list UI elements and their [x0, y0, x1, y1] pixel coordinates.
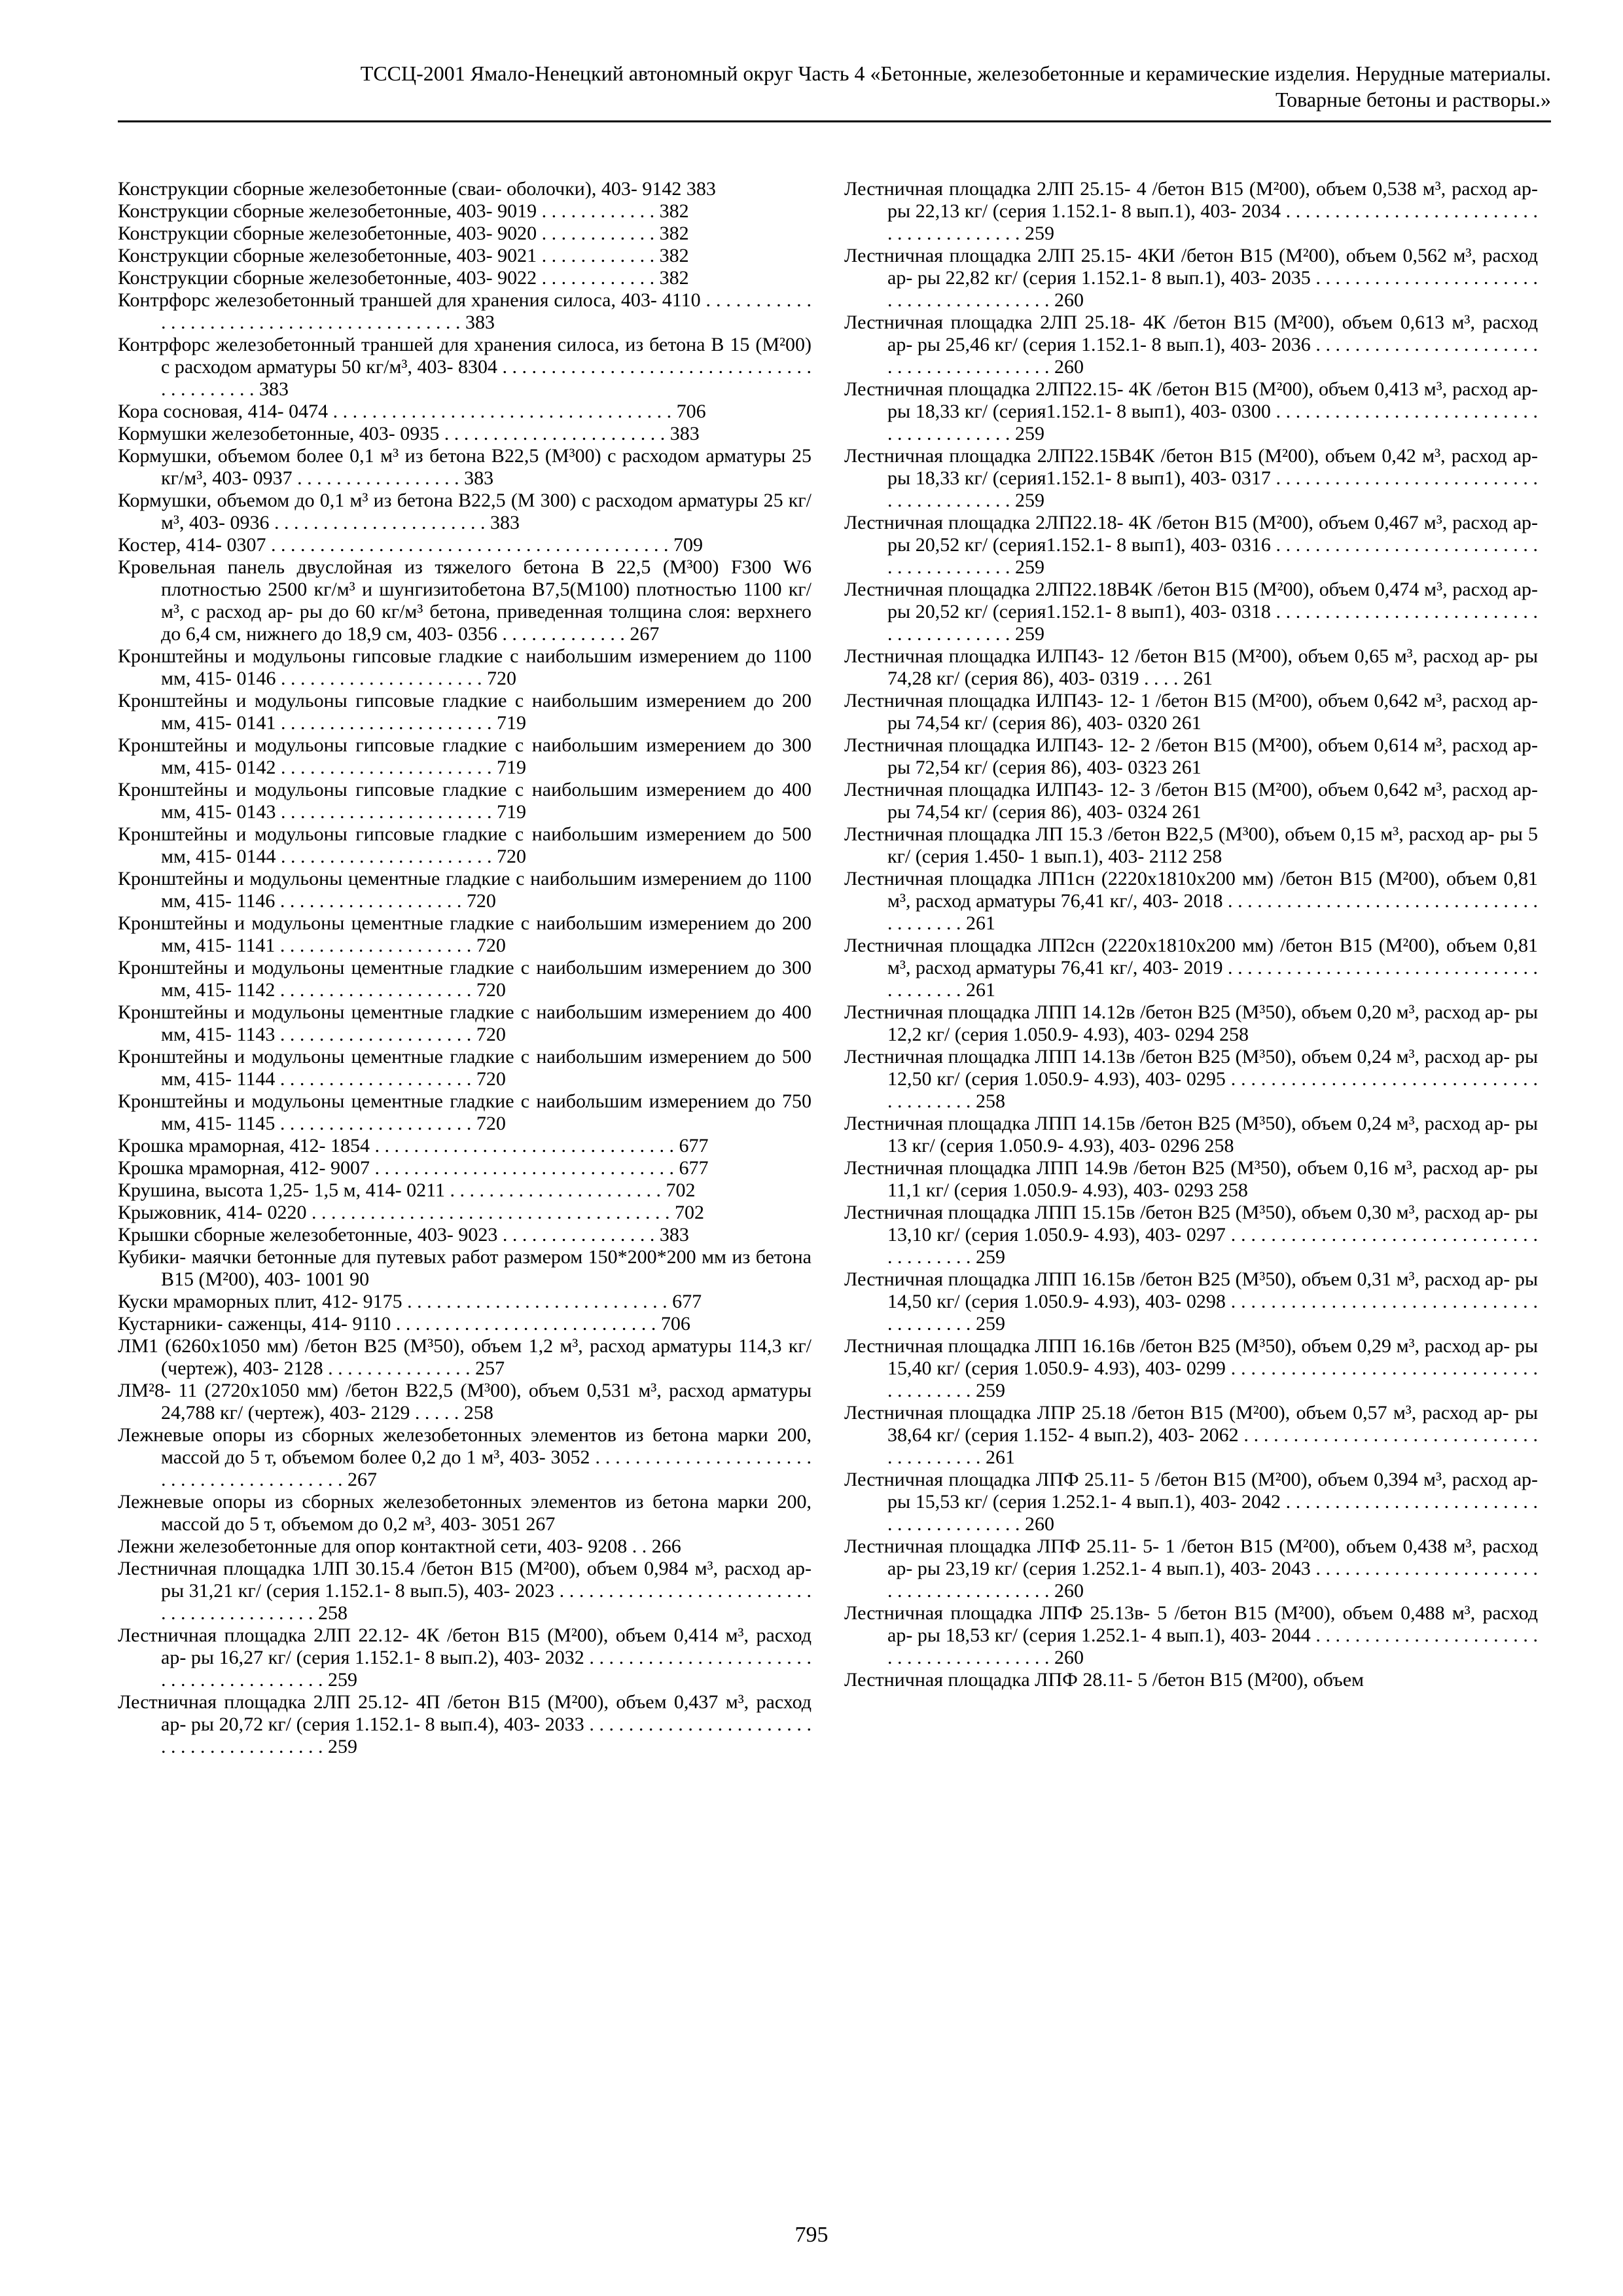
index-entry: Лестничная площадка ИЛП43- 12 /бетон В15 (М²00), объем 0,65 м³, расход ар- ры 74,28 кг/ (серия 86), 403- 0319 . . . . 261 — [844, 645, 1538, 689]
index-entry: Контрфорс железобетонный траншей для хранения силоса, из бетона В 15 (М²00) с расходом арматуры 50 кг/м³, 403- 8304 . . . . . . . . . . . . . . . . . . . . . . . . . . . . . . . . . . . . . . . . . . 383 — [118, 334, 812, 400]
page-number: 795 — [794, 2223, 829, 2247]
index-entry: Лестничная площадка ЛПР 25.18 /бетон В15 (М²00), объем 0,57 м³, расход ар- ры 38,64 кг/ (серия 1.152- 4 вып.2), 403- 2062 . . . . . . . . . . . . . . . . . . . . . . . . . . . . . . . . . . . . . . . . 261 — [844, 1402, 1538, 1468]
index-entry: Крышки сборные железобетонные, 403- 9023 . . . . . . . . . . . . . . . . 383 — [118, 1224, 689, 1246]
index-entry: Лестничная площадка ЛПП 15.15в /бетон В25 (М³50), объем 0,30 м³, расход ар- ры 13,10 кг/ (серия 1.050.9- 4.93), 403- 0297 . . . . . . . . . . . . . . . . . . . . . . . . . . . . . . . . . . . . . . . . 259 — [844, 1202, 1538, 1268]
index-entry: Лестничная площадка 2ЛП 22.12- 4К /бетон В15 (М²00), объем 0,414 м³, расход ар- ры 16,27 кг/ (серия 1.152.1- 8 вып.2), 403- 2032 . . . . . . . . . . . . . . . . . . . . . . . . . . . . . . . . . . . . . . . . 259 — [118, 1624, 812, 1691]
index-entry: Кронштейны и модульоны гипсовые гладкие с наибольшим измерением до 1100 мм, 415- 0146 . . . . . . . . . . . . . . . . . . . . . 720 — [118, 645, 812, 689]
index-entry: Конструкции сборные железобетонные (сваи- оболочки), 403- 9142 383 — [118, 178, 716, 200]
index-entry: Лежневые опоры из сборных железобетонных элементов из бетона марки 200, массой до 5 т, объемом более 0,2 до 1 м³, 403- 3052 . . . . . . . . . . . . . . . . . . . . . . . . . . . . . . . . . . . . . . . . . 267 — [118, 1424, 812, 1490]
index-entry: Кронштейны и модульоны гипсовые гладкие с наибольшим измерением до 300 мм, 415- 0142 . . . . . . . . . . . . . . . . . . . . . . 719 — [118, 734, 812, 778]
index-entry: Кубики- маячки бетонные для путевых работ размером 150*200*200 мм из бетона В15 (М²00), 403- 1001 90 — [118, 1246, 812, 1290]
index-entry: Крошка мраморная, 412- 1854 . . . . . . . . . . . . . . . . . . . . . . . . . . . . . . . 677 — [118, 1135, 709, 1157]
index-entry: Лежневые опоры из сборных железобетонных элементов из бетона марки 200, массой до 5 т, объемом до 0,2 м³, 403- 3051 267 — [118, 1491, 812, 1535]
index-entry: Костер, 414- 0307 . . . . . . . . . . . . . . . . . . . . . . . . . . . . . . . . . . . . . . . . . 709 — [118, 534, 703, 556]
index-entry: Кронштейны и модульоны гипсовые гладкие с наибольшим измерением до 200 мм, 415- 0141 . . . . . . . . . . . . . . . . . . . . . . 719 — [118, 690, 812, 734]
index-entry: Лестничная площадка 2ЛП22.15В4К /бетон В15 (М²00), объем 0,42 м³, расход ар- ры 18,33 кг/ (серия1.152.1- 8 вып1), 403- 0317 . . . . . . . . . . . . . . . . . . . . . . . . . . . . . . . . . . . . . . . . 259 — [844, 445, 1538, 511]
right-index-column — [844, 178, 1538, 1691]
index-entry: Кронштейны и модульоны цементные гладкие с наибольшим измерением до 750 мм, 415- 1145 . . . . . . . . . . . . . . . . . . . . 720 — [118, 1090, 812, 1134]
header-divider — [118, 120, 1551, 122]
index-entry: Лестничная площадка 2ЛП 25.18- 4К /бетон В15 (М²00), объем 0,613 м³, расход ар- ры 25,46 кг/ (серия 1.152.1- 8 вып.1), 403- 2036 . . . . . . . . . . . . . . . . . . . . . . . . . . . . . . . . . . . . . . . . 260 — [844, 312, 1538, 378]
index-entry: Лестничная площадка ЛП2сн (2220x1810x200 мм) /бетон В15 (М²00), объем 0,81 м³, расход арматуры 76,41 кг/, 403- 2019 . . . . . . . . . . . . . . . . . . . . . . . . . . . . . . . . . . . . . . . . 261 — [844, 935, 1538, 1001]
index-entry: Лежни железобетонные для опор контактной сети, 403- 9208 . . 266 — [118, 1535, 681, 1557]
header-title-line-1: ТССЦ-2001 Ямало-Ненецкий автономный округ Часть 4 «Бетонные, железобетонные и керамические изделия. Нерудные материалы. — [360, 62, 1551, 85]
index-entry: Лестничная площадка ЛПП 16.16в /бетон В25 (М³50), объем 0,29 м³, расход ар- ры 15,40 кг/ (серия 1.050.9- 4.93), 403- 0299 . . . . . . . . . . . . . . . . . . . . . . . . . . . . . . . . . . . . . . . . 259 — [844, 1335, 1538, 1401]
left-index-column — [118, 178, 812, 1758]
index-entry: Лестничная площадка 2ЛП 25.15- 4КИ /бетон В15 (М²00), объем 0,562 м³, расход ар- ры 22,82 кг/ (серия 1.152.1- 8 вып.1), 403- 2035 . . . . . . . . . . . . . . . . . . . . . . . . . . . . . . . . . . . . . . . . 260 — [844, 245, 1538, 311]
index-entry: Лестничная площадка ЛПФ 25.11- 5- 1 /бетон В15 (М²00), объем 0,438 м³, расход ар- ры 23,19 кг/ (серия 1.252.1- 4 вып.1), 403- 2043 . . . . . . . . . . . . . . . . . . . . . . . . . . . . . . . . . . . . . . . . 260 — [844, 1535, 1538, 1602]
index-entry: Лестничная площадка ЛПП 14.15в /бетон В25 (М³50), объем 0,24 м³, расход ар- ры 13 кг/ (серия 1.050.9- 4.93), 403- 0296 258 — [844, 1113, 1538, 1157]
index-entry: Лестничная площадка ИЛП43- 12- 1 /бетон В15 (М²00), объем 0,642 м³, расход ар- ры 74,54 кг/ (серия 86), 403- 0320 261 — [844, 690, 1538, 734]
index-entry: Лестничная площадка 2ЛП22.18- 4К /бетон В15 (М²00), объем 0,467 м³, расход ар- ры 20,52 кг/ (серия1.152.1- 8 вып1), 403- 0316 . . . . . . . . . . . . . . . . . . . . . . . . . . . . . . . . . . . . . . . . 259 — [844, 512, 1538, 578]
index-entry: Кронштейны и модульоны гипсовые гладкие с наибольшим измерением до 500 мм, 415- 0144 . . . . . . . . . . . . . . . . . . . . . . 720 — [118, 823, 812, 867]
index-entry: Контрфорс железобетонный траншей для хранения силоса, 403- 4110 . . . . . . . . . . . . . . . . . . . . . . . . . . . . . . . . . . . . . . . . . . 383 — [118, 289, 812, 333]
index-entry: Кормушки, объемом более 0,1 м³ из бетона В22,5 (М³00) с расходом арматуры 25 кг/м³, 403- 0937 . . . . . . . . . . . . . . . . . 383 — [118, 445, 812, 489]
index-entry: Кора сосновая, 414- 0474 . . . . . . . . . . . . . . . . . . . . . . . . . . . . . . . . . . . 706 — [118, 401, 706, 422]
index-entry: Кронштейны и модульоны цементные гладкие с наибольшим измерением до 300 мм, 415- 1142 . . . . . . . . . . . . . . . . . . . . 720 — [118, 957, 812, 1001]
index-entry: Кронштейны и модульоны цементные гладкие с наибольшим измерением до 500 мм, 415- 1144 . . . . . . . . . . . . . . . . . . . . 720 — [118, 1046, 812, 1090]
index-entry: Лестничная площадка 2ЛП22.15- 4К /бетон В15 (М²00), объем 0,413 м³, расход ар- ры 18,33 кг/ (серия1.152.1- 8 вып1), 403- 0300 . . . . . . . . . . . . . . . . . . . . . . . . . . . . . . . . . . . . . . . . 259 — [844, 378, 1538, 444]
index-entry: ЛМ1 (6260x1050 мм) /бетон В25 (М³50), объем 1,2 м³, расход арматуры 114,3 кг/ (чертеж), 403- 2128 . . . . . . . . . . . . . . . 257 — [118, 1335, 812, 1379]
index-entry: Лестничная площадка ИЛП43- 12- 3 /бетон В15 (М²00), объем 0,642 м³, расход ар- ры 74,54 кг/ (серия 86), 403- 0324 261 — [844, 779, 1538, 823]
index-entry: Кронштейны и модульоны цементные гладкие с наибольшим измерением до 1100 мм, 415- 1146 . . . . . . . . . . . . . . . . . . . 720 — [118, 868, 812, 912]
index-entry: Крошка мраморная, 412- 9007 . . . . . . . . . . . . . . . . . . . . . . . . . . . . . . . 677 — [118, 1157, 709, 1179]
index-entry: Лестничная площадка 2ЛП 25.12- 4П /бетон В15 (М²00), объем 0,437 м³, расход ар- ры 20,72 кг/ (серия 1.152.1- 8 вып.4), 403- 2033 . . . . . . . . . . . . . . . . . . . . . . . . . . . . . . . . . . . . . . . . 259 — [118, 1691, 812, 1757]
index-entry: Конструкции сборные железобетонные, 403- 9019 . . . . . . . . . . . . 382 — [118, 200, 689, 222]
index-entry: Конструкции сборные железобетонные, 403- 9021 . . . . . . . . . . . . 382 — [118, 245, 689, 266]
header-title-line-2: Товарные бетоны и растворы.» — [1275, 88, 1551, 111]
index-entry: Лестничная площадка ЛП 15.3 /бетон В22,5 (М³00), объем 0,15 м³, расход ар- ры 5 кг/ (серия 1.450- 1 вып.1), 403- 2112 258 — [844, 823, 1538, 867]
index-entry: Лестничная площадка ИЛП43- 12- 2 /бетон В15 (М²00), объем 0,614 м³, расход ар- ры 72,54 кг/ (серия 86), 403- 0323 261 — [844, 734, 1538, 778]
index-entry: ЛМ²8- 11 (2720x1050 мм) /бетон В22,5 (М³00), объем 0,531 м³, расход арматуры 24,788 кг/ (чертеж), 403- 2129 . . . . . 258 — [118, 1380, 812, 1424]
index-entry: Лестничная площадка ЛПФ 25.13в- 5 /бетон В15 (М²00), объем 0,488 м³, расход ар- ры 18,53 кг/ (серия 1.252.1- 4 вып.1), 403- 2044 . . . . . . . . . . . . . . . . . . . . . . . . . . . . . . . . . . . . . . . . 260 — [844, 1602, 1538, 1668]
index-entry: Крыжовник, 414- 0220 . . . . . . . . . . . . . . . . . . . . . . . . . . . . . . . . . . . . . 702 — [118, 1202, 704, 1223]
index-entry: Лестничная площадка ЛПП 16.15в /бетон В25 (М³50), объем 0,31 м³, расход ар- ры 14,50 кг/ (серия 1.050.9- 4.93), 403- 0298 . . . . . . . . . . . . . . . . . . . . . . . . . . . . . . . . . . . . . . . . 259 — [844, 1268, 1538, 1335]
index-entry: Кронштейны и модульоны цементные гладкие с наибольшим измерением до 400 мм, 415- 1143 . . . . . . . . . . . . . . . . . . . . 720 — [118, 1001, 812, 1045]
index-entry: Лестничная площадка 1ЛП 30.15.4 /бетон В15 (М²00), объем 0,984 м³, расход ар- ры 31,21 кг/ (серия 1.152.1- 8 вып.5), 403- 2023 . . . . . . . . . . . . . . . . . . . . . . . . . . . . . . . . . . . . . . . . . . 258 — [118, 1558, 812, 1624]
index-entry: Лестничная площадка ЛПП 14.12в /бетон В25 (М³50), объем 0,20 м³, расход ар- ры 12,2 кг/ (серия 1.050.9- 4.93), 403- 0294 258 — [844, 1001, 1538, 1045]
index-entry: Лестничная площадка 2ЛП22.18В4К /бетон В15 (М²00), объем 0,474 м³, расход ар- ры 20,52 кг/ (серия1.152.1- 8 вып1), 403- 0318 . . . . . . . . . . . . . . . . . . . . . . . . . . . . . . . . . . . . . . . . 259 — [844, 579, 1538, 645]
index-entry: Лестничная площадка ЛП1сн (2220x1810x200 мм) /бетон В15 (М²00), объем 0,81 м³, расход арматуры 76,41 кг/, 403- 2018 . . . . . . . . . . . . . . . . . . . . . . . . . . . . . . . . . . . . . . . . 261 — [844, 868, 1538, 934]
index-entry: Лестничная площадка 2ЛП 25.15- 4 /бетон В15 (М²00), объем 0,538 м³, расход ар- ры 22,13 кг/ (серия 1.152.1- 8 вып.1), 403- 2034 . . . . . . . . . . . . . . . . . . . . . . . . . . . . . . . . . . . . . . . . 259 — [844, 178, 1538, 244]
index-entry: Куски мраморных плит, 412- 9175 . . . . . . . . . . . . . . . . . . . . . . . . . . . 677 — [118, 1291, 702, 1312]
index-entry: Конструкции сборные железобетонные, 403- 9020 . . . . . . . . . . . . 382 — [118, 223, 689, 244]
index-entry: Крушина, высота 1,25- 1,5 м, 414- 0211 . . . . . . . . . . . . . . . . . . . . . . 702 — [118, 1179, 696, 1201]
index-entry: Конструкции сборные железобетонные, 403- 9022 . . . . . . . . . . . . 382 — [118, 267, 689, 289]
index-entry: Кормушки железобетонные, 403- 0935 . . . . . . . . . . . . . . . . . . . . . . . 383 — [118, 423, 700, 444]
index-entry: Лестничная площадка ЛПФ 28.11- 5 /бетон В15 (М²00), объем — [844, 1669, 1364, 1691]
index-entry: Кустарники- саженцы, 414- 9110 . . . . . . . . . . . . . . . . . . . . . . . . . . . 706 — [118, 1313, 690, 1335]
index-entry: Кронштейны и модульоны цементные гладкие с наибольшим измерением до 200 мм, 415- 1141 . . . . . . . . . . . . . . . . . . . . 720 — [118, 912, 812, 956]
page-header — [118, 60, 1551, 113]
index-entry: Лестничная площадка ЛПП 14.13в /бетон В25 (М³50), объем 0,24 м³, расход ар- ры 12,50 кг/ (серия 1.050.9- 4.93), 403- 0295 . . . . . . . . . . . . . . . . . . . . . . . . . . . . . . . . . . . . . . . . 258 — [844, 1046, 1538, 1112]
index-entry: Кронштейны и модульоны гипсовые гладкие с наибольшим измерением до 400 мм, 415- 0143 . . . . . . . . . . . . . . . . . . . . . . 719 — [118, 779, 812, 823]
index-entry: Кровельная панель двуслойная из тяжелого бетона В 22,5 (М³00) F300 W6 плотностью 2500 кг/м³ и шунгизитобетона В7,5(М100) плотностью 1100 кг/м³, с расход ар- ры до 60 кг/м³ бетона, приведенная толщина слоя: верхнего до 6,4 см, нижнего до 18,9 см, 403- 0356 . . . . . . . . . . . . . 267 — [118, 556, 812, 645]
index-entry: Лестничная площадка ЛПФ 25.11- 5 /бетон В15 (М²00), объем 0,394 м³, расход ар- ры 15,53 кг/ (серия 1.252.1- 4 вып.1), 403- 2042 . . . . . . . . . . . . . . . . . . . . . . . . . . . . . . . . . . . . . . . . 260 — [844, 1469, 1538, 1535]
index-entry: Кормушки, объемом до 0,1 м³ из бетона В22,5 (М 300) с расходом арматуры 25 кг/м³, 403- 0936 . . . . . . . . . . . . . . . . . . . . . . 383 — [118, 490, 812, 533]
index-entry: Лестничная площадка ЛПП 14.9в /бетон В25 (М³50), объем 0,16 м³, расход ар- ры 11,1 кг/ (серия 1.050.9- 4.93), 403- 0293 258 — [844, 1157, 1538, 1201]
